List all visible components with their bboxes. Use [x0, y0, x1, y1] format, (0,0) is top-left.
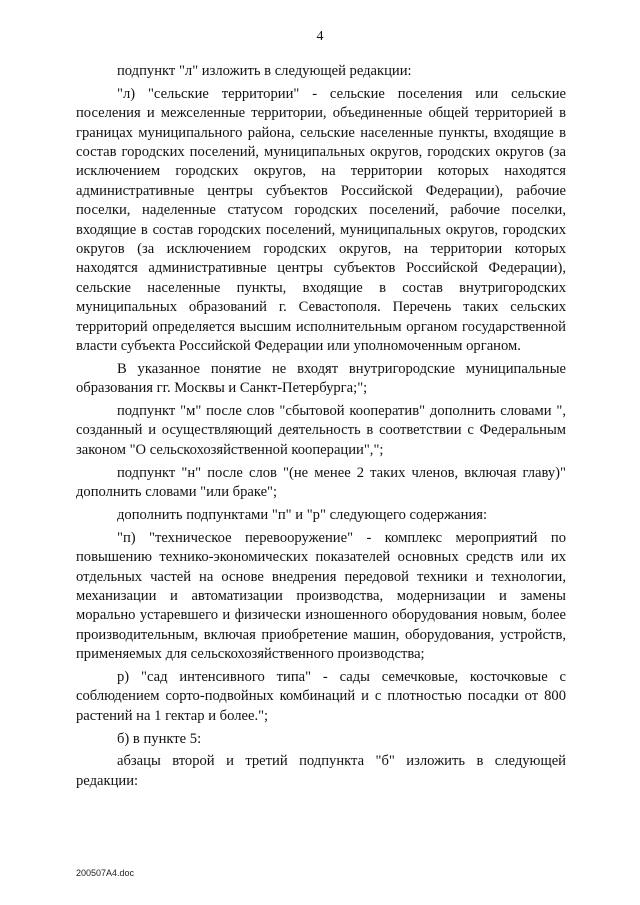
document-body: [76, 62, 566, 791]
paragraph: "п) "техническое перевооружение" - комплекс мероприятий по повышению технико-экономических показателей основных средств или их отдельных частей на основе внедрения передовой техники и технологии, механизации и автоматизации производства, модернизации и замены морально устаревшего и физически изношенного оборудования новым, более производительным, включая приобретение машин, оборудования, устройств, применяемых для сельскохозяйственного производства;: [76, 529, 566, 663]
file-name-footer: 200507A4.doc: [76, 868, 135, 878]
paragraph: "л) "сельские территории" - сельские поселения или сельские поселения и межселенные территории, объединенные общей территорией в границах муниципального района, сельские населенные пункты, входящие в состав городских поселений, муниципальных округов, городских округов (за исключением городских округов, на территории которых находятся административные центры субъектов Российской Федерации), рабочие поселки, наделенные статусом городских поселений, рабочие поселки, входящие в состав городских поселений, муниципальных округов, городских округов (за исключением городских округов, на территории которых находятся административные центры субъектов Российской Федерации), сельские населенные пункты, входящие в состав внутригородских муниципальных образований г. Севастополя. Перечень таких сельских территорий определяется высшим исполнительным органом государственной власти субъекта Российской Федерации или уполномоченным органом.: [76, 85, 566, 355]
paragraph: В указанное понятие не входят внутригородские муниципальные образования гг. Москвы и Санкт-Петербурга;";: [76, 360, 566, 397]
paragraph: р) "сад интенсивного типа" - сады семечковые, косточковые с соблюдением сорто-подвойных комбинаций и с плотностью посадки от 800 растений на 1 гектар и более.";: [76, 668, 566, 724]
paragraph: дополнить подпунктами "п" и "р" следующего содержания:: [117, 506, 488, 523]
paragraph: подпункт "н" после слов "(не менее 2 таких членов, включая главу)" дополнить словами "или браке";: [76, 464, 566, 501]
paragraph: б) в пункте 5:: [117, 730, 202, 747]
paragraph: абзацы второй и третий подпункта "б" изложить в следующей редакции:: [76, 753, 566, 789]
paragraph: подпункт "м" после слов "сбытовой кооператив" дополнить словами ", созданный и осуществляющий деятельность в соответствии с Федеральным законом "О сельскохозяйственной кооперации",";: [76, 403, 566, 458]
page-number: 4: [316, 29, 324, 44]
paragraph: подпункт "л" изложить в следующей редакции:: [117, 63, 412, 79]
